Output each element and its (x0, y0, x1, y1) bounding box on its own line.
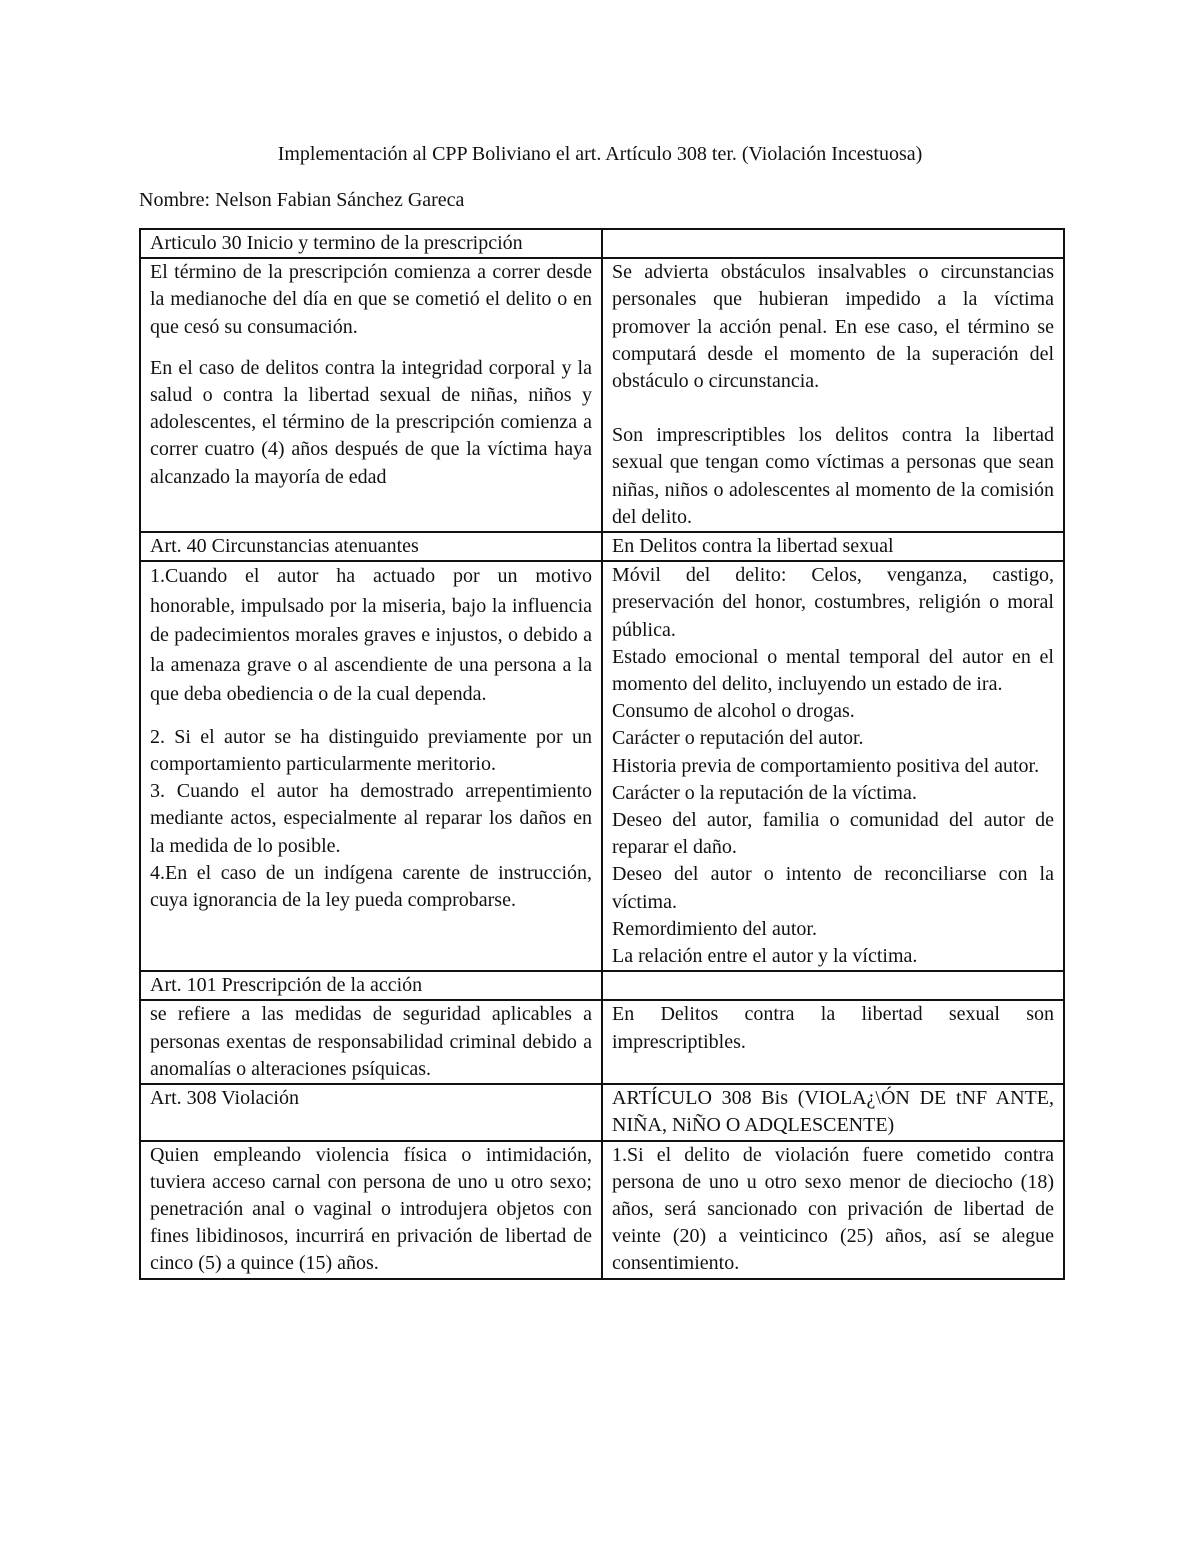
author-name: Nombre: Nelson Fabian Sánchez Gareca (139, 189, 465, 211)
table-row (140, 229, 1064, 258)
paragraph: 4.En el caso de un indígena carente de instrucción, cuya ignorancia de la ley pueda comprobarse. (150, 861, 592, 911)
list-item: Consumo de alcohol o drogas. (612, 700, 855, 723)
table-row (140, 1084, 1064, 1140)
cell-libertad-sexual-heading: En Delitos contra la libertad sexual (602, 532, 1064, 561)
list-item: Deseo del autor o intento de reconciliarse con la víctima. (612, 863, 1054, 913)
list-item: Deseo del autor, familia o comunidad del autor de reparar el daño. (612, 809, 1054, 859)
legal-comparison-table (139, 228, 1065, 1280)
paragraph: 1.Si el delito de violación fuere cometido contra persona de uno u otro sexo menor de dieciocho (18) años, será sancionado con privación de libertad de veinte (20) a veinticinco (25) años, así se alegue consentimiento. (612, 1143, 1054, 1275)
cell-art101-heading-right (602, 971, 1064, 1000)
paragraph: Se advierta obstáculos insalvables o circunstancias personales que hubieran impedido a la víctima promover la acción penal. En ese caso, el término se computará desde el momento de la superación del obstáculo o circunstancia. (612, 261, 1054, 393)
cell-art40-text (140, 561, 602, 971)
cell-art101-heading: Art. 101 Prescripción de la acción (140, 971, 602, 1000)
cell-factors-list (602, 561, 1064, 971)
table-row (140, 532, 1064, 561)
table-row (140, 1141, 1064, 1279)
cell-art308bis-text (602, 1141, 1064, 1279)
cell-art30-heading: Articulo 30 Inicio y termino de la prescripción (140, 229, 602, 258)
list-item: Móvil del delito: Celos, venganza, castigo, preservación del honor, costumbres, religión o moral pública. (612, 564, 1054, 641)
table-row (140, 971, 1064, 1000)
cell-art101-text (140, 1000, 602, 1084)
list-item: Carácter o reputación del autor. (612, 727, 864, 750)
paragraph: se refiere a las medidas de seguridad aplicables a personas exentas de responsabilidad criminal debido a anomalías o alteraciones psíquicas. (150, 1003, 592, 1080)
list-item: Carácter o la reputación de la víctima. (612, 781, 917, 804)
cell-art40-heading: Art. 40 Circunstancias atenuantes (140, 532, 602, 561)
list-item: Historia previa de comportamiento positiva del autor. (612, 754, 1040, 777)
list-item: La relación entre el autor y la víctima. (612, 945, 918, 968)
cell-art30-heading-right (602, 229, 1064, 258)
cell-art308-text (140, 1141, 602, 1279)
cell-art308bis-heading: ARTÍCULO 308 Bis (VIOLA¿\ÓN DE tNF ANTE, NIÑA, NiÑO O ADQLESCENTE) (602, 1084, 1064, 1140)
paragraph: 1.Cuando el autor ha actuado por un motivo honorable, impulsado por la miseria, bajo la influencia de padecimientos morales graves e injustos, o debido a la amenaza grave o al ascendiente de una persona a la que deba obediencia o de la cual dependa. (150, 565, 592, 706)
cell-art30-text (140, 258, 602, 532)
cell-imprescriptible-text (602, 1000, 1064, 1084)
cell-art30-right-text (602, 258, 1064, 532)
paragraph: En el caso de delitos contra la integridad corporal y la salud o contra la libertad sexual de niñas, niños y adolescentes, el término de la prescripción comienza a correr cuatro (4) años después de que la víctima haya alcanzado la mayoría de edad (150, 356, 592, 488)
list-item: Estado emocional o mental temporal del autor en el momento del delito, incluyendo un estado de ira. (612, 645, 1054, 696)
page-title: Implementación al CPP Boliviano el art. Artículo 308 ter. (Violación Incestuosa) (277, 143, 923, 165)
paragraph: El término de la prescripción comienza a correr desde la medianoche del día en que se cometió el delito o en que cesó su consumación. (150, 261, 592, 338)
cell-art308-heading: Art. 308 Violación (140, 1084, 602, 1140)
paragraph: Son imprescriptibles los delitos contra la libertad sexual que tengan como víctimas a personas que sean niñas, niños o adolescentes al momento de la comisión del delito. (612, 424, 1054, 528)
table-row (140, 561, 1064, 971)
paragraph: Quien empleando violencia física o intimidación, tuviera acceso carnal con persona de uno u otro sexo; penetración anal o vaginal o introdujera objetos con fines libidinosos, incurrirá en privación de libertad de cinco (5) a quince (15) años. (150, 1143, 592, 1275)
table-row (140, 1000, 1064, 1084)
paragraph: En Delitos contra la libertad sexual son imprescriptibles. (612, 1003, 1054, 1053)
list-item: Remordimiento del autor. (612, 917, 817, 940)
paragraph: 3. Cuando el autor ha demostrado arrepentimiento mediante actos, especialmente al reparar los daños en la medida de lo posible. (150, 780, 592, 857)
table-row (140, 258, 1064, 532)
paragraph: 2. Si el autor se ha distinguido previamente por un comportamiento particularmente meritorio. (150, 725, 592, 775)
